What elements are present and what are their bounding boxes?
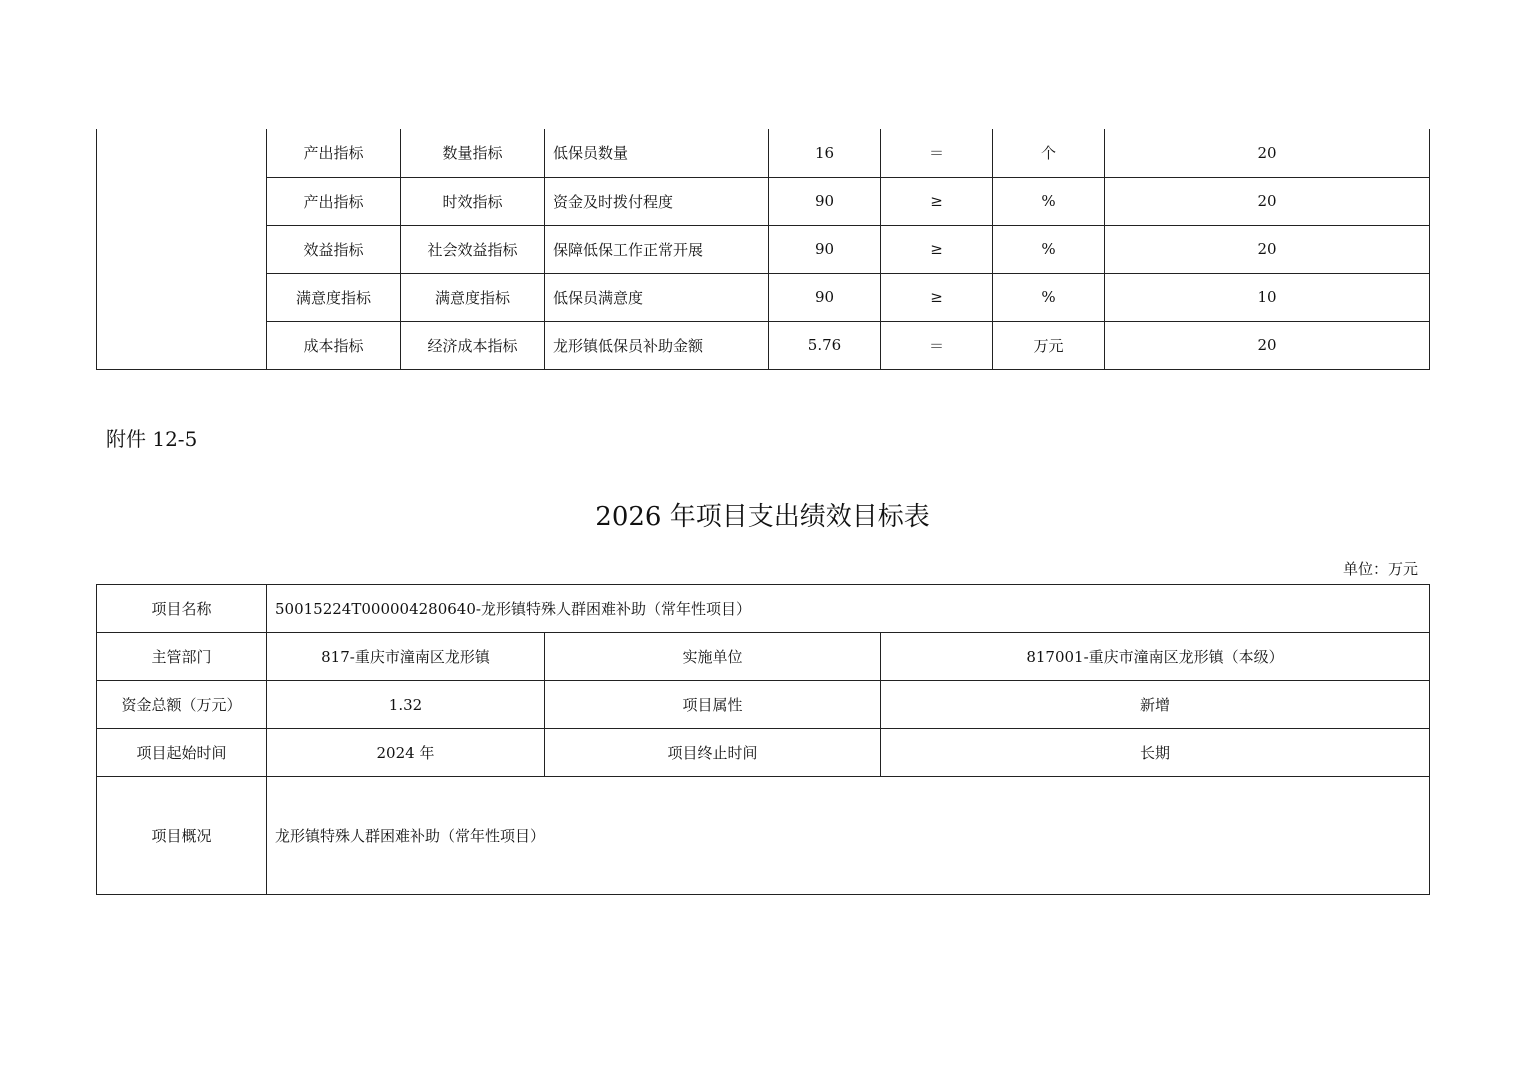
indicator-row bbox=[97, 129, 1430, 177]
level1-indicator: 满意度指标 bbox=[267, 273, 401, 321]
impl-label: 实施单位 bbox=[545, 633, 881, 681]
indicator-value: 5.76 bbox=[769, 321, 881, 369]
dept-label: 主管部门 bbox=[97, 633, 267, 681]
indicator-value: 90 bbox=[769, 177, 881, 225]
indicator-weight: 20 bbox=[1105, 225, 1430, 273]
dept-value: 817-重庆市潼南区龙形镇 bbox=[267, 633, 545, 681]
project-name-row bbox=[97, 585, 1430, 633]
project-name-value: 50015224T000004280640-龙形镇特殊人群困难补助（常年性项目） bbox=[267, 585, 1430, 633]
indicator-row bbox=[97, 321, 1430, 369]
attachment-label: 附件 12-5 bbox=[106, 427, 198, 451]
project-info-table bbox=[96, 584, 1430, 895]
indicator-unit: 个 bbox=[993, 129, 1105, 177]
indicator-operator: ＝ bbox=[881, 321, 993, 369]
level1-indicator: 成本指标 bbox=[267, 321, 401, 369]
unit-note: 单位：万元 bbox=[1342, 560, 1418, 578]
overview-label: 项目概况 bbox=[97, 777, 267, 895]
indicator-unit: % bbox=[993, 177, 1105, 225]
indicator-table bbox=[96, 129, 1430, 370]
indicator-value: 90 bbox=[769, 273, 881, 321]
indicator-operator: ≥ bbox=[881, 225, 993, 273]
indicator-name: 资金及时拨付程度 bbox=[545, 177, 769, 225]
start-value: 2024 年 bbox=[267, 729, 545, 777]
project-name-label: 项目名称 bbox=[97, 585, 267, 633]
indicator-unit: 万元 bbox=[993, 321, 1105, 369]
start-label: 项目起始时间 bbox=[97, 729, 267, 777]
indicator-row bbox=[97, 225, 1430, 273]
end-label: 项目终止时间 bbox=[545, 729, 881, 777]
indicator-weight: 20 bbox=[1105, 177, 1430, 225]
page-title: 2026 年项目支出绩效目标表 bbox=[595, 502, 930, 532]
indicator-name: 低保员满意度 bbox=[545, 273, 769, 321]
indicator-name: 低保员数量 bbox=[545, 129, 769, 177]
level2-indicator: 社会效益指标 bbox=[401, 225, 545, 273]
department-row bbox=[97, 633, 1430, 681]
level2-indicator: 数量指标 bbox=[401, 129, 545, 177]
level2-indicator: 经济成本指标 bbox=[401, 321, 545, 369]
indicator-weight: 20 bbox=[1105, 321, 1430, 369]
indicator-weight: 20 bbox=[1105, 129, 1430, 177]
level1-indicator: 效益指标 bbox=[267, 225, 401, 273]
attr-value: 新增 bbox=[881, 681, 1430, 729]
indicator-unit: % bbox=[993, 273, 1105, 321]
merged-blank-cell bbox=[97, 129, 267, 369]
indicator-operator: ≥ bbox=[881, 177, 993, 225]
indicator-operator: ≥ bbox=[881, 273, 993, 321]
end-value: 长期 bbox=[881, 729, 1430, 777]
indicator-name: 龙形镇低保员补助金额 bbox=[545, 321, 769, 369]
funds-row bbox=[97, 681, 1430, 729]
indicator-value: 90 bbox=[769, 225, 881, 273]
indicator-name: 保障低保工作正常开展 bbox=[545, 225, 769, 273]
level1-indicator: 产出指标 bbox=[267, 177, 401, 225]
overview-value: 龙形镇特殊人群困难补助（常年性项目） bbox=[267, 777, 1430, 895]
funds-label: 资金总额（万元） bbox=[97, 681, 267, 729]
attr-label: 项目属性 bbox=[545, 681, 881, 729]
period-row bbox=[97, 729, 1430, 777]
level2-indicator: 满意度指标 bbox=[401, 273, 545, 321]
funds-value: 1.32 bbox=[267, 681, 545, 729]
overview-row bbox=[97, 777, 1430, 895]
level1-indicator: 产出指标 bbox=[267, 129, 401, 177]
impl-value: 817001-重庆市潼南区龙形镇（本级） bbox=[881, 633, 1430, 681]
indicator-unit: % bbox=[993, 225, 1105, 273]
indicator-value: 16 bbox=[769, 129, 881, 177]
indicator-operator: ＝ bbox=[881, 129, 993, 177]
indicator-row bbox=[97, 177, 1430, 225]
indicator-row bbox=[97, 273, 1430, 321]
indicator-weight: 10 bbox=[1105, 273, 1430, 321]
level2-indicator: 时效指标 bbox=[401, 177, 545, 225]
